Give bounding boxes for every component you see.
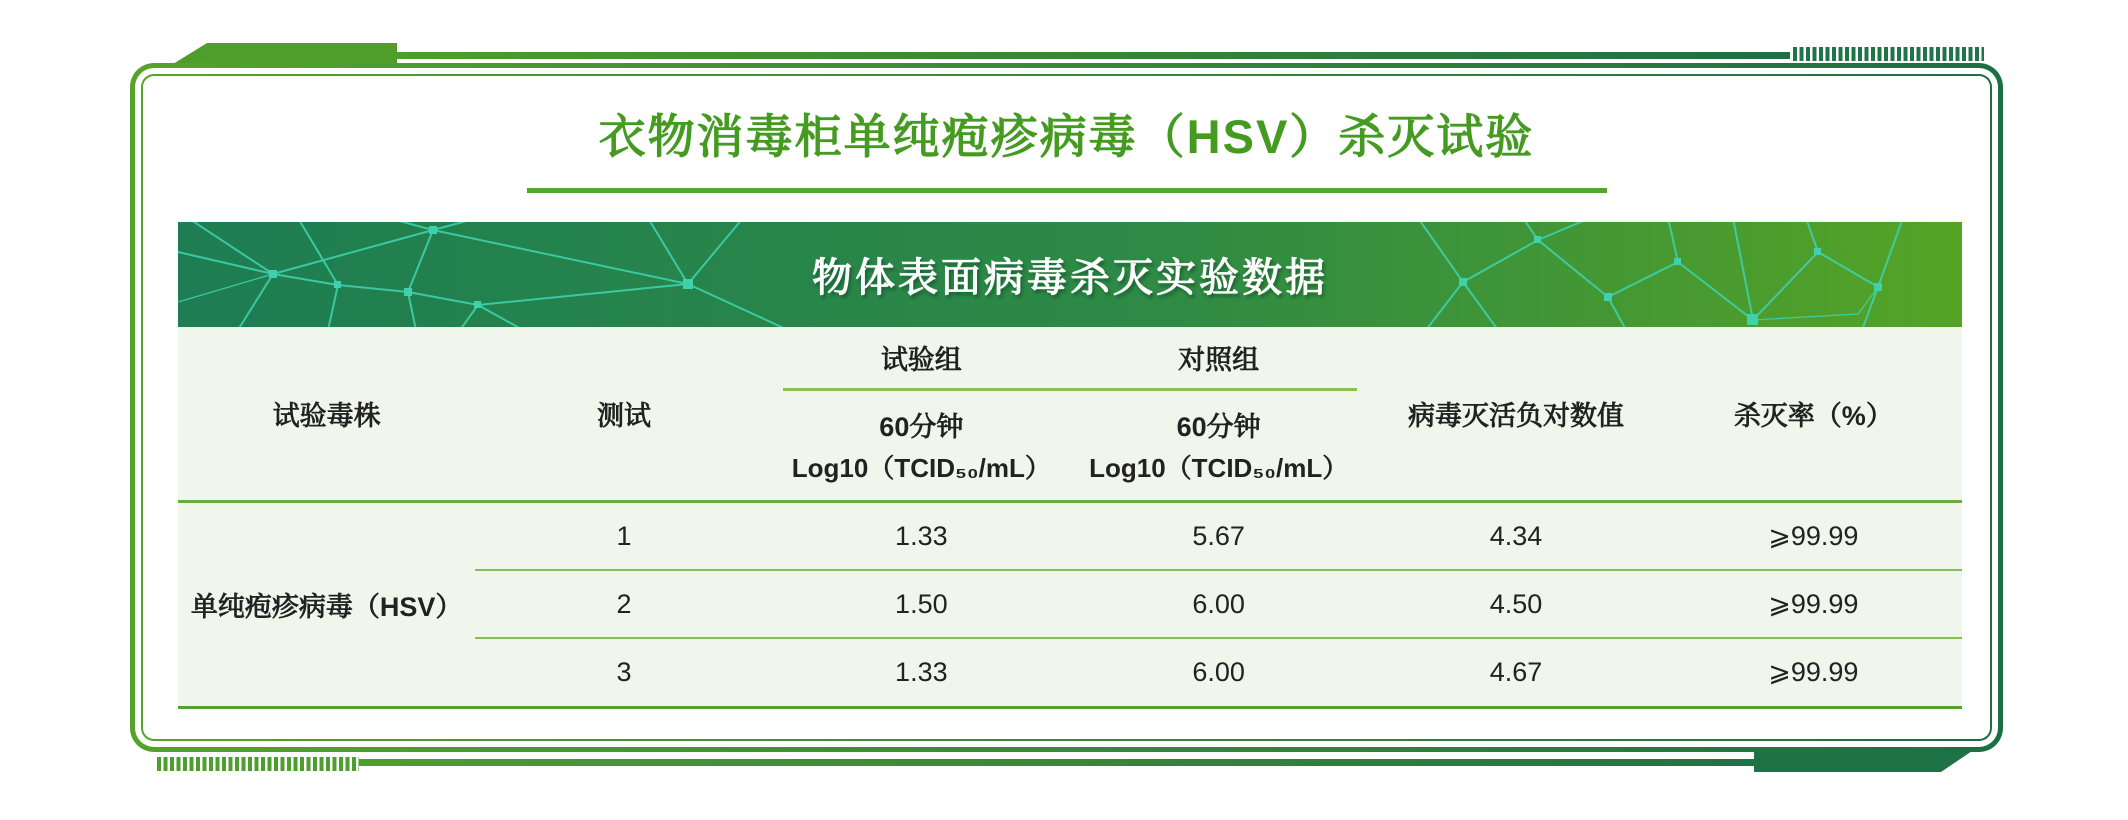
table-body [178,503,1962,706]
page-title: 衣物消毒柜单纯疱疹病毒（HSV）杀灭试验 [598,110,1535,163]
cell-kill-rate: ⩾99.99 [1768,588,1859,619]
control-group-duration: 60分钟 [1176,411,1261,442]
col-header-log-reduction: 病毒灭活负对数值 [1407,401,1624,431]
test-group-unit: Log10（TCID₅₀/mL） [791,452,1051,483]
table-row [178,638,1962,706]
bottom-left-hatch-marks [157,757,359,771]
table-title-banner [178,222,1962,327]
test-group-duration: 60分钟 [879,411,964,442]
col-header-control-group: 对照组 [1178,345,1260,375]
bottom-right-accent-shape [1754,749,1975,772]
col-header-test-group: 试验组 [880,345,962,375]
cell-control-group-value: 5.67 [1192,521,1245,552]
banner-title: 物体表面病毒杀灭实验数据 [812,256,1328,300]
cell-test-group-value: 1.50 [895,588,948,619]
title-underline [527,188,1607,193]
col-header-kill-rate: 杀灭率（%） [1733,401,1893,431]
col-header-test: 测试 [596,401,651,431]
cell-kill-rate: ⩾99.99 [1768,656,1859,687]
data-table [178,327,1962,709]
top-right-hatch-marks [1793,47,1984,61]
cell-test-number: 3 [616,656,632,687]
table-bottom-rule [178,706,1962,709]
bottom-accent-bar [359,759,1754,766]
cell-log-reduction: 4.34 [1489,521,1543,552]
cell-test-number: 1 [616,521,632,552]
cell-log-reduction: 4.67 [1489,656,1543,687]
cell-log-reduction: 4.50 [1489,588,1543,619]
table-header [178,327,1962,500]
card-border-frame [130,63,2003,752]
top-accent-bar [396,52,1790,59]
cell-test-group-value: 1.33 [895,521,948,552]
cell-test-group-value: 1.33 [895,656,948,687]
table-row [178,571,1962,639]
table-row [178,503,1962,571]
strain-rowspan-cell: 单纯疱疹病毒（HSV） [190,592,463,622]
content-card [143,76,1990,739]
cell-test-number: 2 [616,588,632,619]
cell-kill-rate: ⩾99.99 [1768,521,1859,552]
col-header-strain: 试验毒株 [272,401,381,431]
group-header-divider [783,388,1358,391]
cell-control-group-value: 6.00 [1192,588,1245,619]
control-group-unit: Log10（TCID₅₀/mL） [1089,452,1349,483]
top-left-accent-shape [173,43,397,64]
cell-control-group-value: 6.00 [1192,656,1245,687]
